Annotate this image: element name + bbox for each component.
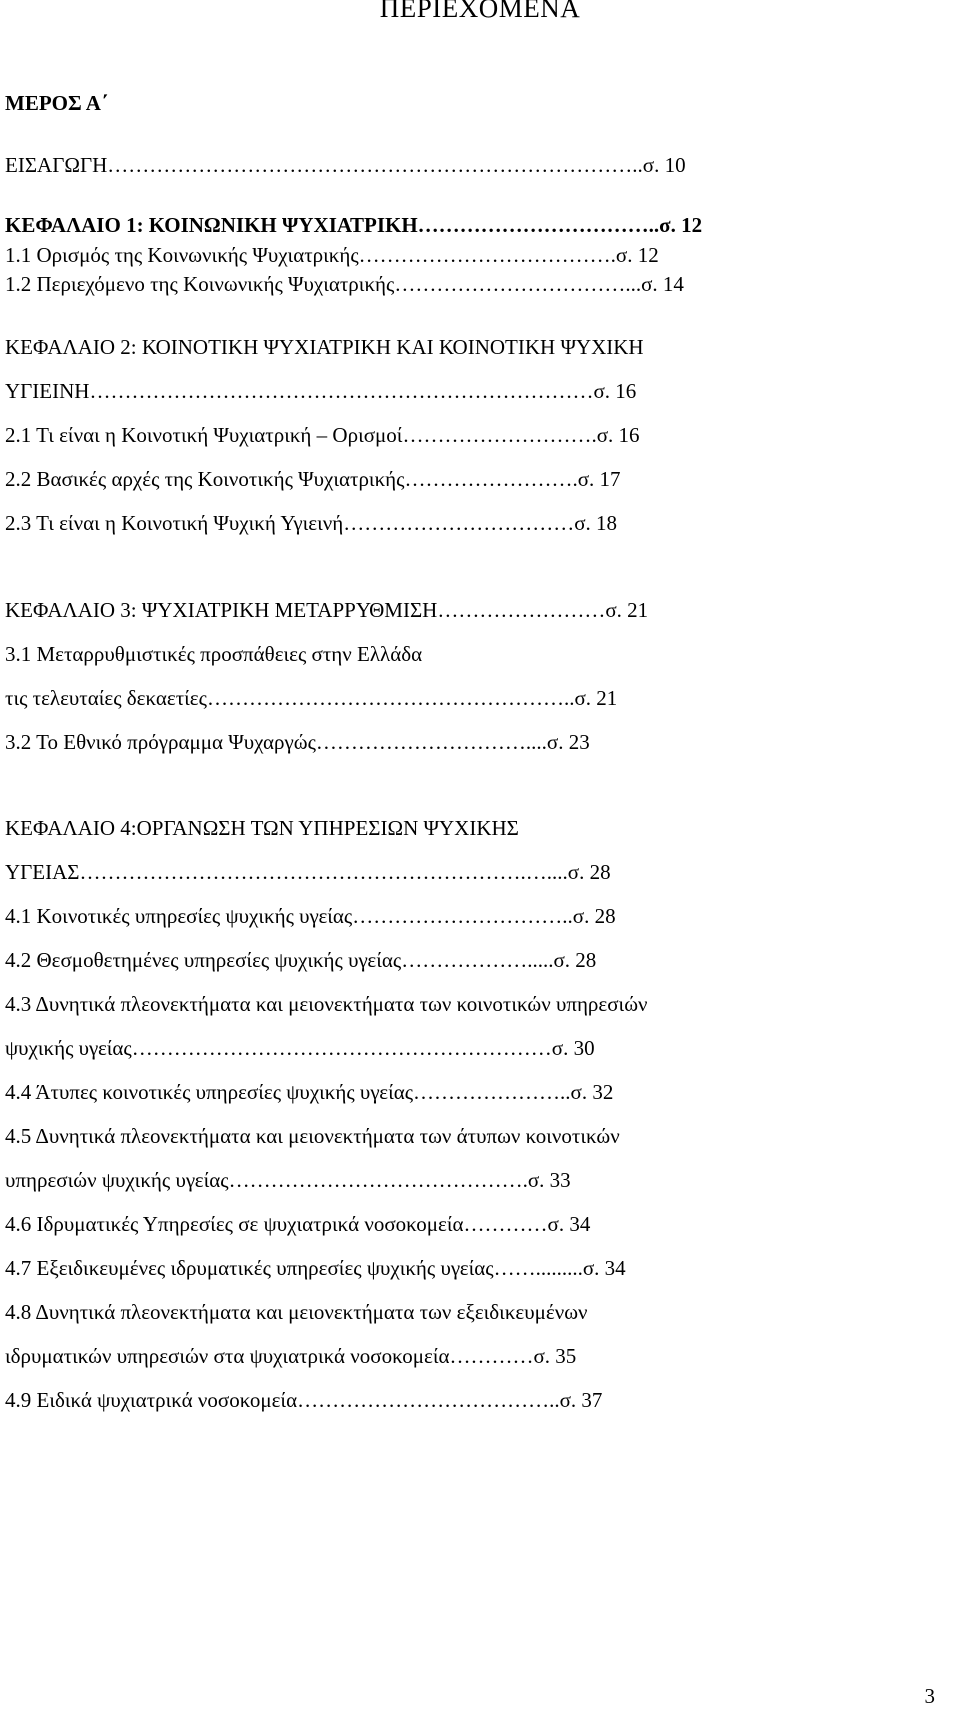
toc-entry-4-8-line1: 4.8 Δυνητικά πλεονεκτήματα και μειονεκτήματα των εξειδικευμένων <box>5 1300 588 1324</box>
toc-entry-4-8-line2: ιδρυματικών υπηρεσιών στα ψυχιατρικά νοσοκομεία…………σ. 35 <box>5 1344 577 1368</box>
chapter-2-heading-line2: ΥΓΙΕΙΝΗ………………………………………………………………σ. 16 <box>5 379 637 403</box>
toc-entry-3-1-line1: 3.1 Μεταρρυθμιστικές προσπάθειες στην Ελλάδα <box>5 642 423 666</box>
toc-entry-4-3-line1: 4.3 Δυνητικά πλεονεκτήματα και μειονεκτήματα των κοινοτικών υπηρεσιών <box>5 992 648 1016</box>
toc-entry-4-9: 4.9 Ειδικά ψυχιατρικά νοσοκομεία………………………………..σ. 37 <box>5 1388 603 1412</box>
chapter-1-heading: ΚΕΦΑΛΑΙΟ 1: ΚΟΙΝΩΝΙΚΗ ΨΥΧΙΑΤΡΙΚΗ……………………………..σ. 12 <box>5 213 703 237</box>
toc-entry-1-1: 1.1 Ορισμός της Κοινωνικής Ψυχιατρικής……………………………….σ. 12 <box>5 243 659 267</box>
toc-entry-4-1: 4.1 Κοινοτικές υπηρεσίες ψυχικής υγείας…………………………..σ. 28 <box>5 904 616 928</box>
toc-entry-3-1-line2: τις τελευταίες δεκαετίες……………………………………………..σ. 21 <box>5 686 618 710</box>
chapter-3-heading: ΚΕΦΑΛΑΙΟ 3: ΨΥΧΙΑΤΡΙΚΗ ΜΕΤΑΡΡΥΘΜΙΣΗ……………………σ. 21 <box>5 598 649 622</box>
toc-entry-2-3: 2.3 Τι είναι η Κοινοτική Ψυχική Υγιεινή……………………………σ. 18 <box>5 511 618 535</box>
chapter-4-heading-line2: ΥΓΕΙΑΣ……………………………………………………….…....σ. 28 <box>5 860 611 884</box>
toc-entry-2-2: 2.2 Βασικές αρχές της Κοινοτικής Ψυχιατρικής…………………….σ. 17 <box>5 467 621 491</box>
toc-entry-4-4: 4.4 Άτυπες κοινοτικές υπηρεσίες ψυχικής υγείας…………………..σ. 32 <box>5 1080 614 1104</box>
toc-entry-4-2: 4.2 Θεσμοθετημένες υπηρεσίες ψυχικής υγείας……………….....σ. 28 <box>5 948 597 972</box>
toc-entry-1-2: 1.2 Περιεχόμενο της Κοινωνικής Ψυχιατρικής……………………………...σ. 14 <box>5 272 684 296</box>
toc-entry-intro: ΕΙΣΑΓΩΓΗ…………………………………………………………………..σ. 10 <box>5 153 686 177</box>
page-number: 3 <box>924 1684 935 1708</box>
page-title: ΠΕΡΙΕΧΟΜΕΝΑ <box>379 0 581 23</box>
part-heading: ΜΕΡΟΣ Α΄ <box>5 91 108 115</box>
toc-entry-4-5-line1: 4.5 Δυνητικά πλεονεκτήματα και μειονεκτήματα των άτυπων κοινοτικών <box>5 1124 620 1148</box>
toc-entry-4-6: 4.6 Ιδρυματικές Υπηρεσίες σε ψυχιατρικά νοσοκομεία…………σ. 34 <box>5 1212 591 1236</box>
toc-entry-4-3-line2: ψυχικής υγείας……………………………………………………σ. 30 <box>5 1036 595 1060</box>
toc-entry-4-7: 4.7 Εξειδικευμένες ιδρυματικές υπηρεσίες ψυχικής υγείας…….........σ. 34 <box>5 1256 626 1280</box>
chapter-2-heading-line1: ΚΕΦΑΛΑΙΟ 2: ΚΟΙΝΟΤΙΚΗ ΨΥΧΙΑΤΡΙΚΗ ΚΑΙ ΚΟΙΝΟΤΙΚΗ ΨΥΧΙΚΗ <box>5 335 644 359</box>
toc-entry-2-1: 2.1 Τι είναι η Κοινοτική Ψυχιατρική – Ορισμοί……………………….σ. 16 <box>5 423 640 447</box>
toc-entry-3-2: 3.2 Το Εθνικό πρόγραμμα Ψυχαργώς…………………………....σ. 23 <box>5 730 590 754</box>
chapter-4-heading-line1: ΚΕΦΑΛΑΙΟ 4:ΟΡΓΑΝΩΣΗ ΤΩΝ ΥΠΗΡΕΣΙΩΝ ΨΥΧΙΚΗΣ <box>5 816 519 840</box>
toc-entry-4-5-line2: υπηρεσιών ψυχικής υγείας…………………………………….σ. 33 <box>5 1168 571 1192</box>
